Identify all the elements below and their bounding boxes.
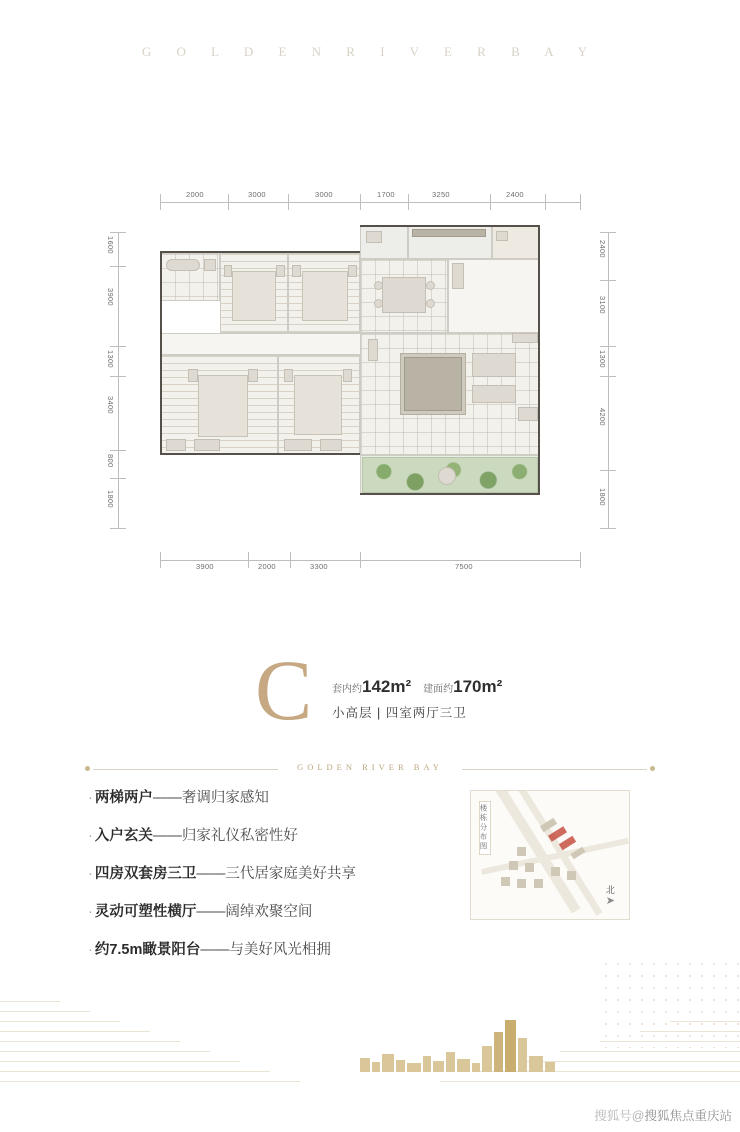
bullet-icon: · [88, 828, 93, 844]
tick [600, 232, 616, 233]
wall-exterior-top-right [360, 225, 540, 227]
tick [600, 346, 616, 347]
list-item [88, 824, 468, 845]
dim-bottom-1: 2000 [258, 562, 276, 571]
building-block [501, 877, 510, 886]
list-item [88, 786, 468, 807]
divider-brand-text: GOLDEN RIVER BAY [297, 762, 443, 772]
nightstand [343, 369, 352, 382]
dining-chair [426, 281, 435, 290]
feature-desc: ——奢调归家感知 [152, 790, 269, 806]
building-block [517, 879, 526, 888]
tick [490, 194, 491, 210]
unit-type-block [0, 642, 740, 745]
feature-desc: ——归家礼仪私密性好 [152, 828, 298, 844]
nightstand [292, 265, 301, 277]
dim-bottom-3: 7500 [455, 562, 473, 571]
brand-top-text: G O L D E N R I V E R B A Y [141, 44, 599, 59]
dim-bottom-2: 3300 [310, 562, 328, 571]
tick [360, 552, 361, 568]
shoe-cabinet [452, 263, 464, 289]
nightstand [284, 369, 293, 382]
wall-exterior-right [538, 225, 540, 495]
dimension-line-top [160, 202, 580, 203]
dim-right-4: 1800 [598, 488, 607, 506]
dim-top-1: 3000 [248, 190, 266, 199]
decor-grid-dots [600, 958, 740, 1048]
tick [160, 194, 161, 210]
build-area-value: 170m² [453, 677, 503, 696]
wardrobe [194, 439, 220, 451]
building-block [525, 863, 534, 872]
sofa [472, 353, 516, 377]
bathtub [166, 259, 200, 271]
site-map-label: 楼栋分布图 [479, 801, 491, 855]
tick [545, 194, 546, 210]
dining-chair [426, 299, 435, 308]
tick [288, 194, 289, 210]
inner-area-value: 142m² [362, 677, 412, 696]
feature-title: 入户玄关 [94, 828, 153, 844]
desk [320, 439, 342, 451]
tick [600, 528, 616, 529]
tick [248, 552, 249, 568]
tv-cabinet [512, 333, 538, 343]
dim-top-0: 2000 [186, 190, 204, 199]
floor-plan-diagram [0, 170, 740, 590]
dim-right-1: 3100 [598, 296, 607, 314]
dimension-line-bottom [160, 560, 580, 561]
bullet-icon: · [88, 790, 93, 806]
bed-4 [294, 375, 342, 435]
coffee-table [472, 385, 516, 403]
bed-3 [198, 375, 248, 437]
building-block [567, 871, 576, 880]
watermark-prefix: 搜狐号@ [594, 1109, 645, 1123]
feature-title: 约7.5m瞰景阳台 [94, 942, 201, 958]
unit-type-subtitle: 小高层 | 四室两厅三卫 [332, 706, 467, 720]
feature-title: 灵动可塑性横厅 [94, 904, 197, 920]
tick [110, 232, 126, 233]
bed-2 [302, 271, 348, 321]
feature-desc: ——与美好风光相拥 [200, 942, 331, 958]
list-item [88, 900, 468, 921]
divider-dot-right [650, 766, 655, 771]
toilet [496, 231, 508, 241]
building-block [534, 879, 543, 888]
nightstand [276, 265, 285, 277]
dim-right-0: 2400 [598, 240, 607, 258]
feature-title: 两梯两户 [94, 790, 153, 806]
washer [366, 231, 382, 243]
tick [600, 470, 616, 471]
feature-desc: ——三代居家庭美好共享 [196, 866, 356, 882]
dining-chair [374, 281, 383, 290]
tick [580, 194, 581, 210]
dim-left-2: 1300 [106, 350, 115, 368]
dining-chair [374, 299, 383, 308]
tick [110, 346, 126, 347]
tick [228, 194, 229, 210]
tick [408, 194, 409, 210]
nightstand [224, 265, 232, 277]
wall-exterior-left [160, 251, 162, 455]
divider-line-right [462, 769, 647, 770]
list-item [88, 938, 468, 959]
list-item [88, 862, 468, 883]
decor-lines-left [0, 968, 330, 1088]
building-block [517, 847, 526, 856]
tick [110, 478, 126, 479]
dim-top-3: 1700 [377, 190, 395, 199]
rug-pattern [404, 357, 462, 411]
dim-left-1: 3900 [106, 288, 115, 306]
site-distribution-map [470, 790, 630, 920]
desk [166, 439, 186, 451]
dim-left-5: 1800 [106, 490, 115, 508]
wall-exterior-bottom [160, 453, 360, 455]
bed-1 [232, 271, 276, 321]
unit-type-letter: C [255, 642, 313, 738]
tick [110, 266, 126, 267]
compass [606, 883, 615, 907]
inner-area-label: 套内约 [332, 684, 362, 695]
dim-left-0: 1600 [106, 236, 115, 254]
dim-left-4: 800 [106, 454, 115, 468]
unit-area-line [332, 677, 502, 697]
dim-right-2: 1300 [598, 350, 607, 368]
wardrobe [284, 439, 312, 451]
tick [360, 194, 361, 210]
tick [160, 552, 161, 568]
dim-bottom-0: 3900 [196, 562, 214, 571]
nightstand [348, 265, 357, 277]
sink [204, 259, 216, 271]
tick [290, 552, 291, 568]
side-cabinet [368, 339, 378, 361]
nightstand [248, 369, 258, 382]
build-area-label: 建面约 [423, 684, 454, 695]
brand-divider [85, 762, 655, 776]
dim-top-4: 3250 [432, 190, 450, 199]
compass-north-label: 北 [605, 885, 615, 895]
tick [600, 280, 616, 281]
watermark [594, 1106, 732, 1124]
plan-body [160, 225, 580, 525]
dining-table [382, 277, 426, 313]
bullet-icon: · [88, 866, 93, 882]
bullet-icon: · [88, 942, 93, 958]
feature-desc: ——阔绰欢聚空间 [196, 904, 313, 920]
wall-balcony-bottom [360, 493, 540, 495]
dim-top-2: 3000 [315, 190, 333, 199]
bottom-decoration [0, 958, 740, 1088]
dimension-line-left [118, 232, 119, 528]
nightstand [188, 369, 198, 382]
balcony-table [438, 467, 456, 485]
building-block-highlight [559, 836, 576, 850]
building-block [551, 867, 560, 876]
feature-list [88, 786, 468, 976]
building-block [509, 861, 518, 870]
tick [110, 450, 126, 451]
bullet-icon: · [88, 904, 93, 920]
dimension-line-right [608, 232, 609, 528]
tick [580, 552, 581, 568]
watermark-name: 搜狐焦点重庆站 [644, 1109, 732, 1123]
tick [110, 528, 126, 529]
side-table [518, 407, 538, 421]
feature-title: 四房双套房三卫 [94, 866, 197, 882]
dim-top-5: 2400 [506, 190, 524, 199]
dim-left-3: 3400 [106, 396, 115, 414]
tick [600, 376, 616, 377]
kitchen-counter [412, 229, 486, 237]
compass-arrow-icon: ➤ [605, 895, 615, 907]
tick [110, 376, 126, 377]
wall-exterior-top [160, 251, 360, 253]
dim-right-3: 4200 [598, 408, 607, 426]
